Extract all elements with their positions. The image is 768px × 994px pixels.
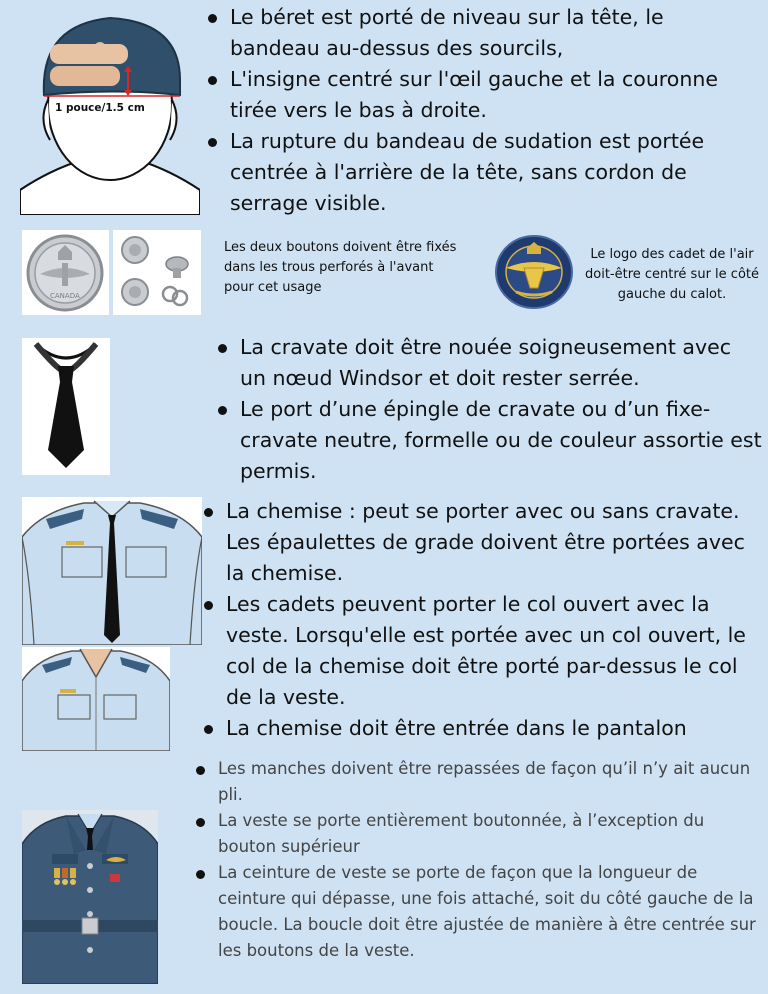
shirt-with-tie-image xyxy=(22,497,202,645)
beret-bullet: L'insigne centré sur l'œil gauche et la couronne tirée vers le bas à droite. xyxy=(204,64,744,126)
tie-image xyxy=(22,338,110,475)
shirt-bullet: La chemise doit être entrée dans le pantalon xyxy=(200,713,765,744)
jacket-bullet-list xyxy=(192,756,762,964)
shirt-bullet: Les cadets peuvent porter le col ouvert avec la veste. Lorsqu'elle est portée avec un col ouvert, le col de la chemise doit être porté par-dessus le col de la veste. xyxy=(200,589,765,713)
jacket-bullet: Les manches doivent être repassées de façon qu’il n’y ait aucun pli. xyxy=(192,756,762,808)
beret-bullet: La rupture du bandeau de sudation est portée centrée à l'arrière de la tête, sans cordon de serrage visible. xyxy=(204,126,744,219)
beret-bullet-list xyxy=(204,2,744,219)
tie-bullet: Le port d’une épingle de cravate ou d’un fixe-cravate neutre, formelle ou de couleur assortie est permis. xyxy=(214,394,762,487)
jacket-bullet: La ceinture de veste se porte de façon que la longueur de ceinture qui dépasse, une fois attaché, soit du côté gauche de la boucle. La boucle doit être ajustée de manière à être centrée sur les boutons de la veste. xyxy=(192,860,762,964)
measure-label: 1 pouce/1.5 cm xyxy=(55,102,145,114)
beret-illustration xyxy=(20,0,200,215)
beret-bullet: Le béret est porté de niveau sur la tête, le bandeau au-dessus des sourcils, xyxy=(204,2,744,64)
logo-note: Le logo des cadet de l'air doit-être centré sur le côté gauche du calot. xyxy=(585,247,759,302)
button-engraving: CANADA xyxy=(50,292,80,300)
small-buttons-image xyxy=(113,230,201,315)
buttons-note: Les deux boutons doivent être fixés dans les trous perforés à l'avant pour cet usage xyxy=(224,240,457,295)
large-button-image xyxy=(22,230,109,315)
shirt-bullet-list xyxy=(200,496,765,744)
shirt-open-collar-image xyxy=(22,647,170,751)
jacket-bullet: La veste se porte entièrement boutonnée, à l’exception du bouton supérieur xyxy=(192,808,762,860)
jacket-image xyxy=(22,810,158,984)
tie-bullet: La cravate doit être nouée soigneusement avec un nœud Windsor et doit rester serrée. xyxy=(214,332,762,394)
shirt-bullet: La chemise : peut se porter avec ou sans cravate. Les épaulettes de grade doivent être portées avec la chemise. xyxy=(200,496,765,589)
air-cadet-logo xyxy=(494,234,574,310)
tie-bullet-list xyxy=(214,332,762,487)
